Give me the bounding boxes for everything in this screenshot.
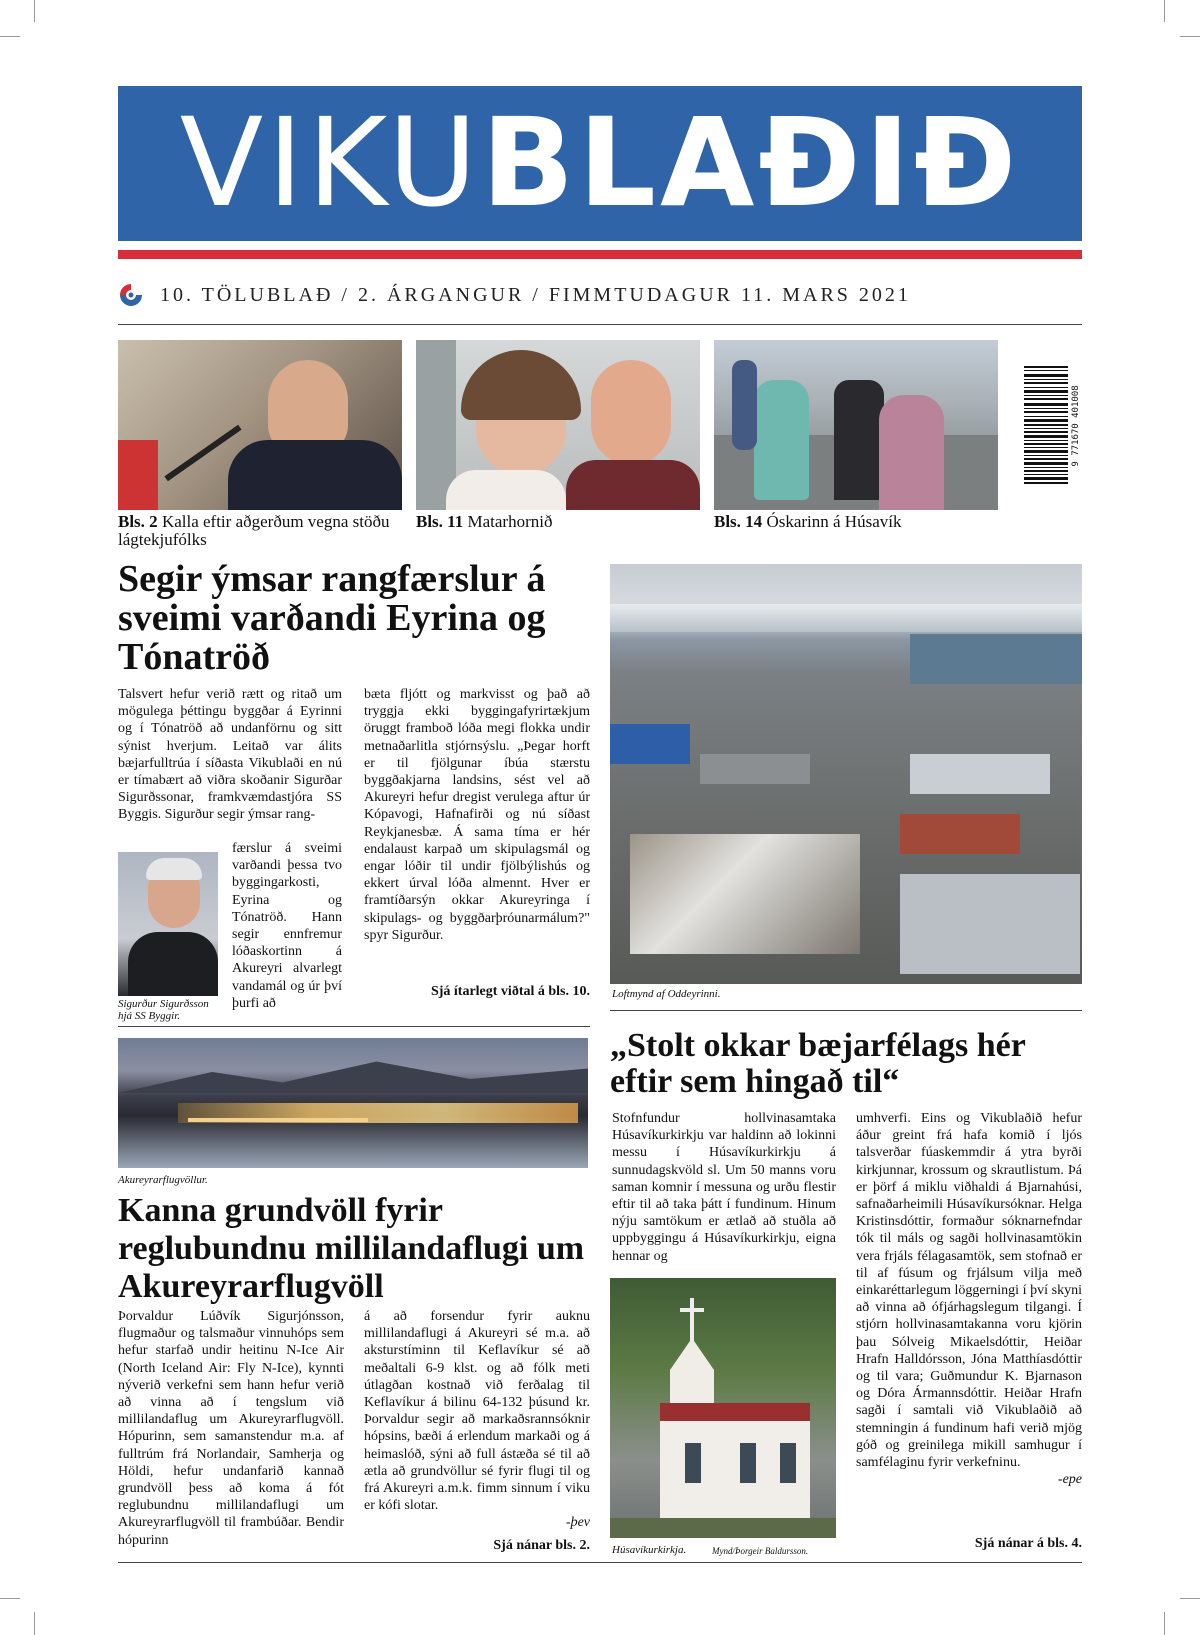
logo-thin: VIKU xyxy=(179,92,482,234)
teaser-text-3: Óskarinn á Húsavík xyxy=(766,512,902,531)
divider xyxy=(610,1010,1082,1011)
article1-photo-caption: Loftmynd af Oddeyrinni. xyxy=(612,988,721,1000)
crop-mark xyxy=(1164,1612,1165,1635)
crop-mark xyxy=(34,0,35,22)
teaser-photo-speaker xyxy=(118,340,402,510)
article2-airport-photo xyxy=(118,1038,588,1168)
barcode-number: 9 771670 401008 xyxy=(1071,385,1081,467)
article2-col2-wrap xyxy=(364,1308,590,1532)
crop-mark xyxy=(1164,0,1165,22)
article3-col2-wrap xyxy=(856,1110,1082,1488)
teaser-page-1: Bls. 2 xyxy=(118,512,158,531)
newspaper-logo xyxy=(118,92,1082,234)
article1-col1-side: færslur á sveimi varðandi þessa tvo byggingarkosti, Eyrina og Tónatröð. Hann segir ennfremur lóðaskortinn á Akureyri alvarlegt vandamál og úr því þurfi að xyxy=(232,841,342,1011)
article2-photo-caption: Akureyrarflugvöllur. xyxy=(118,1174,208,1186)
issue-line xyxy=(118,282,1082,312)
crop-mark xyxy=(1180,36,1200,37)
article2-col2: á að forsendur fyrir auknu millilandaflugi á Akureyri sé m.a. að aksturstíminn til Keflavíkur sé að meðaltali 6-9 klst. og að fólk meti útlagðan kostnað við ferðalag til Keflavíkur á bilinu 64-132 þúsund kr. Þorvaldur segir að markaðsrannsóknir hópsins, bæði á erlendum markaði og á heimaslóð, sýni að full ástæða sé til að ætla að grundvöllur sé fyrir flugi til og frá Akureyri a.m.k. fimm sinnum í viku er kófi slotar. xyxy=(364,1309,590,1514)
teaser-caption-3[interactable] xyxy=(714,513,1004,531)
crop-mark xyxy=(0,1598,20,1599)
barcode-number-wrap xyxy=(1070,366,1082,486)
masthead xyxy=(118,86,1082,241)
article1-see-more[interactable]: Sjá ítarlegt viðtal á bls. 10. xyxy=(430,984,590,999)
logo-bold: BLAÐIÐ xyxy=(481,92,1021,234)
article1-col2: bæta fljótt og markvisst og það að tryggja ekki byggingafyrirtækjum öruggt framboð lóða megi flokka undir metnaðarlitla stjórnsýslu. „Þegar horft er til fjölgunar íbúa stærstu byggðakjarna landsins, sést vel að Akureyri hefur dregist verulega aftur úr Kópavogi, Hafnafirði og nú síðast Reykjanesbæ. Á sama tíma er hér endalaust karpað um skipulagsmál og engar lóðir til undir fjölbýlishús og ekkert úrval lóða almennt. Hver er framtíðarsýn okkar Akureyringa í skipulags- og byggðarþróunarmálum?" spyr Sigurður. xyxy=(364,687,590,943)
crop-mark xyxy=(34,1612,35,1635)
article2-col1: Þorvaldur Lúðvík Sigurjónsson, flugmaður og talsmaður vinnuhóps sem hefur starfað undir heitinu N-Ice Air (North Iceland Air: Fly N-Ice), kynnti nýverið verkefni sem hann hefur verið að vinna að í tengslum við millilandaflug um Akureyrarflugvöll. Hópurinn, sem samanstendur m.a. af fulltrúm frá Norlandair, Samherja og Höldi, hefur undanfarið kannað grundvöll þess að koma á fót reglubundnu millilandaflugi um Akureyrarflugvöll til frambúðar. Bendir hópurinn xyxy=(118,1309,344,1548)
article3-col2: umhverfi. Eins og Vikublaðið hefur áður greint frá hafa komið í ljós talsverðar fúaskemmdir á ytra byrði kirkjunnar, krossum og skrautlistum. Þá er þörf á miklu viðhaldi á Bjarnahúsi, safnaðarheimili Húsavíkursóknar. Helga Kristinsdóttir, formaður sóknarnefndar tók til máls og sagði hollvinasamtökin vera frjáls félagasamtök, sem stofnað er til af fúsum og frjálsum vilja með einkaréttarlegum löggerningi í því skyni að vinna að ófjárhagslegum tilgangi. Í stjórn hollvinasamtakanna voru kjörin þau Sólveig Mikaelsdóttir, Heiðar Hrafn Halldórsson, Jóna Matthíasdóttir og til vara; Guðmundur K. Bjarnason og Dóra Ármannsdóttir. Heiðar Hrafn sagði í samtali við Vikublaðið að stemningin á fundinum hafi verið mjög góð og greinilega mikill samhugur í samfélaginu fyrir verkefninu. xyxy=(856,1111,1082,1471)
article1-portrait-photo xyxy=(118,852,218,996)
masthead-red-line xyxy=(118,250,1082,259)
article3-church-photo xyxy=(610,1278,836,1538)
article3-col1: Stofnfundur hollvinasamtaka Húsavíkurkirkju var haldinn að lokinni messu í Húsavíkurkirkju á sunnudagskvöld sl. Um 50 manns voru saman komnir í messuna og urðu flestir eftir til að taka þátt í fundinum. Hinum nýju samtökum er ætlað að stuðla að uppbyggingu á Húsavíkurkirkju, eigna hennar og xyxy=(612,1111,836,1264)
crop-mark xyxy=(0,36,20,37)
barcode-bars xyxy=(1024,366,1068,486)
teaser-caption-2[interactable] xyxy=(416,513,706,531)
teaser-page-3: Bls. 14 xyxy=(714,512,763,531)
issue-text: 10. TÖLUBLAÐ / 2. ÁRGANGUR / FIMMTUDAGUR 11. MARS 2021 xyxy=(160,284,911,306)
teaser-photo-couple xyxy=(416,340,700,510)
article1-portrait-caption: Sigurður Sigurðsson hjá SS Byggir. xyxy=(118,998,209,1022)
article3-signature: -epe xyxy=(1057,1472,1082,1488)
article2-signature: -þev xyxy=(565,1515,590,1531)
bottom-rule xyxy=(118,1562,1082,1563)
article3-see-more[interactable]: Sjá nánar á bls. 4. xyxy=(974,1536,1082,1551)
article3-photo-credit: Mynd/Þorgeir Baldursson. xyxy=(712,1546,809,1556)
article3-headline[interactable]: „Stolt okkar bæjarfélags hér eftir sem hingað til“ xyxy=(610,1027,1026,1100)
barcode xyxy=(1024,366,1082,486)
article1-col1-top: Talsvert hefur verið rætt og ritað um mögulega þéttingu byggðar á Eyrinni og í Tónatröð að undanförnu og sitt sýnist hverjum. Leitað var álits bæjarfulltrúa í síðasta Vikublaði en nú er tímabært að viðra skoðanir Sigurðar Sigurðssonar, framkvæmdastjóra SS Byggis. Sigurður segir ýmsar rang- xyxy=(118,687,342,823)
teaser-caption-1[interactable] xyxy=(118,513,408,549)
article2-headline[interactable]: Kanna grundvöll fyrir reglubundnu millilandaflugi um Akureyrarflugvöll xyxy=(118,1192,585,1305)
crop-mark xyxy=(1180,1598,1200,1599)
article2-see-more[interactable]: Sjá nánar bls. 2. xyxy=(493,1538,590,1553)
divider xyxy=(118,324,1082,325)
teaser-text-1: Kalla eftir aðgerðum vegna stöðu lágtekjufólks xyxy=(118,512,390,549)
teaser-photo-film-crew xyxy=(714,340,998,510)
article3-photo-caption: Húsavíkurkirkja. xyxy=(612,1544,687,1556)
logo-mark-icon xyxy=(118,282,144,308)
article1-aerial-photo xyxy=(610,564,1082,984)
article1-headline[interactable]: Segir ýmsar rangfærslur á sveimi varðandi Eyrina og Tónatröð xyxy=(118,558,546,678)
divider xyxy=(118,1026,590,1027)
teaser-page-2: Bls. 11 xyxy=(416,512,464,531)
teaser-text-2: Matarhornið xyxy=(467,512,553,531)
